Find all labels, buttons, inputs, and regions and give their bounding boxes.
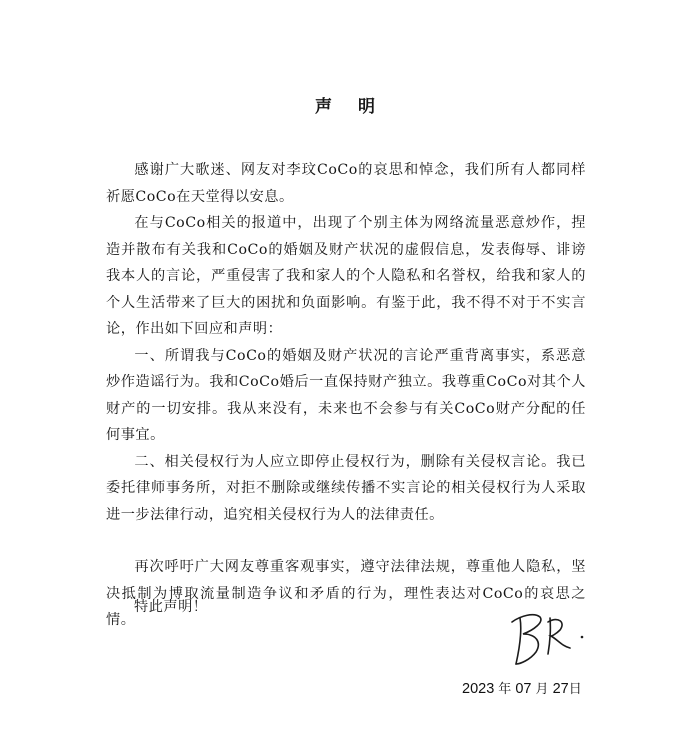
date-year-unit: 年 (498, 682, 512, 697)
paragraph-appeal: 再次呼吁广大网友尊重客观事实，遵守法律法规，尊重他人隐私，坚决抵制为博取流量制造争议和矛盾的行为，理性表达对CoCo的哀思之情。 (106, 559, 586, 628)
paragraph-background: 在与CoCo相关的报道中，出现了个别主体为网络流量恶意炒作，捏造并散布有关我和CoCo的婚姻及财产状况的虚假信息，发表侮辱、诽谤我本人的言论，严重侵害了我和家人的个人隐私和名誉权，给我和家人的个人生活带来了巨大的困扰和负面影响。有鉴于此，我不得不对于不实言论，作出如下回应和声明： (106, 215, 586, 337)
statement-date (462, 678, 582, 697)
date-year: 2023 (462, 681, 495, 697)
statement-body (106, 157, 586, 634)
handwritten-signature (506, 606, 596, 670)
paragraph-condolence: 感谢广大歌迷、网友对李玟CoCo的哀思和悼念，我们所有人都同样祈愿CoCo在天堂得以安息。 (106, 162, 586, 205)
date-month-unit: 月 (535, 682, 549, 697)
date-day: 27 (552, 681, 569, 697)
date-month: 07 (515, 681, 532, 697)
page-title: 声 明 (315, 97, 385, 117)
closing-line: 特此声明！ (134, 599, 208, 615)
paragraph-point-two: 二、相关侵权行为人应立即停止侵权行为，删除有关侵权言论。我已委托律师事务所，对拒不删除或继续传播不实言论的相关侵权行为人采取进一步法律行动，追究相关侵权行为人的法律责任。 (106, 453, 586, 523)
date-day-unit: 日 (568, 682, 582, 697)
paragraph-point-one: 一、所谓我与CoCo的婚姻及财产状况的言论严重背离事实，系恶意炒作造谣行为。我和CoCo婚后一直保持财产独立。我尊重CoCo对其个人财产的一切安排。我从来没有，未来也不会参与有关CoCo财产分配的任何事宜。 (106, 347, 586, 443)
